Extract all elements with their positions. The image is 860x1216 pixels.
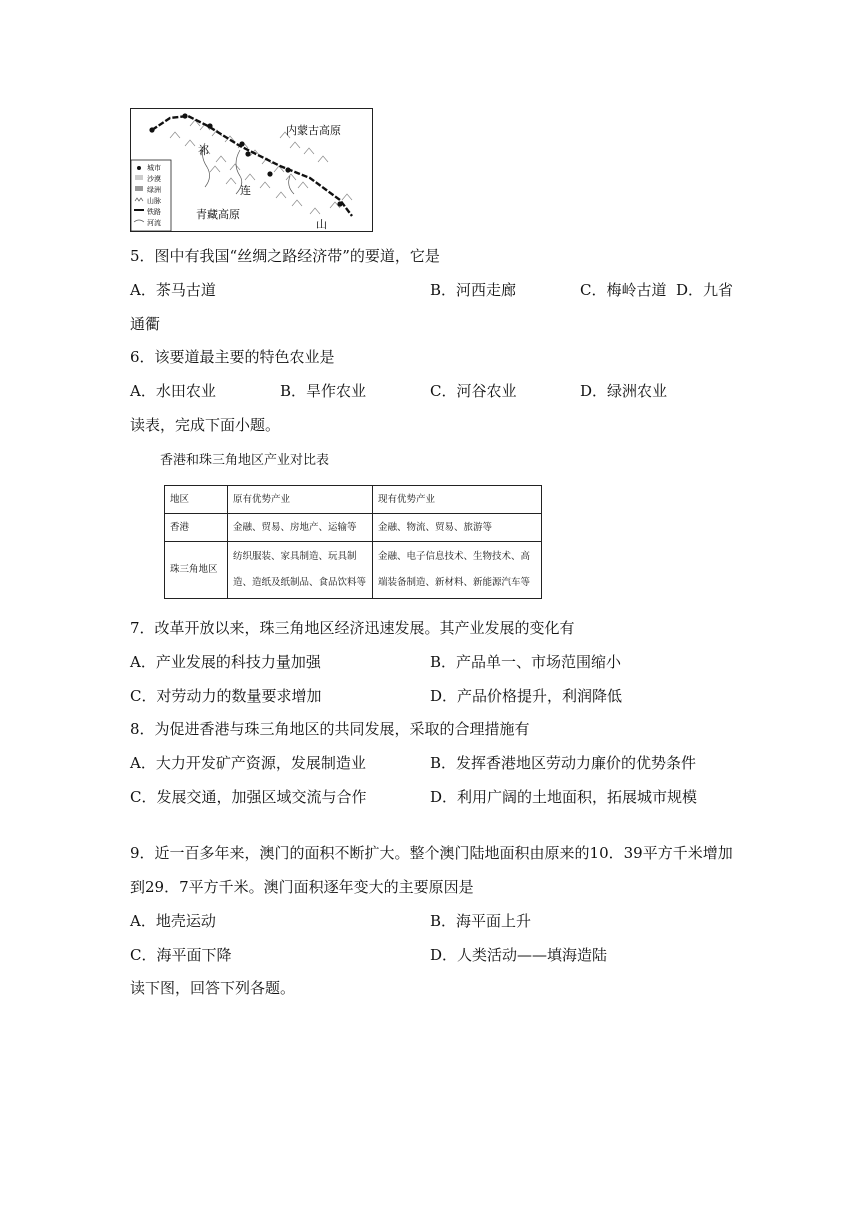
legend-oasis: 绿洲 <box>147 186 161 194</box>
label-qinghai-tibet-plateau: 青藏高原 <box>196 208 240 221</box>
q6-option-d[interactable]: D．绿洲农业 <box>580 382 668 400</box>
question-8-stem: 8．为促进香港与珠三角地区的共同发展，采取的合理措施有 <box>130 720 530 738</box>
question-9-stem-line-2: 到29．7平方千米。澳门面积逐年变大的主要原因是 <box>130 878 474 896</box>
label-shan: 山 <box>316 218 327 231</box>
table-row <box>165 542 542 599</box>
question-5-stem: 5．图中有我国“丝绸之路经济带”的要道，它是 <box>130 247 440 265</box>
q8-option-c[interactable]: C．发展交通，加强区域交流与合作 <box>130 788 367 806</box>
label-inner-mongolia-plateau: 内蒙古高原 <box>286 124 341 137</box>
header-region: 地区 <box>165 486 228 514</box>
table-caption: 香港和珠三角地区产业对比表 <box>160 453 330 468</box>
cell-region: 珠三角地区 <box>165 542 228 599</box>
header-current-industries: 现有优势产业 <box>373 486 542 514</box>
question-9-stem: 9．近一百多年来，澳门的面积不断扩大。整个澳门陆地面积由原来的10．39平方千米增加 <box>130 844 733 862</box>
q5-option-d[interactable]: D．九省 <box>676 281 734 299</box>
legend-mountain: 山脉 <box>147 197 161 205</box>
q9-option-d[interactable]: D．人类活动——填海造陆 <box>430 946 608 964</box>
q9-option-b[interactable]: B．海平面上升 <box>430 912 532 930</box>
cell-region: 香港 <box>165 514 228 542</box>
q9-option-c[interactable]: C．海平面下降 <box>130 946 232 964</box>
cell-original: 金融、贸易、房地产、运输等 <box>228 514 373 542</box>
table-row <box>165 514 542 542</box>
q9-option-a[interactable]: A．地壳运动 <box>130 912 216 930</box>
hexi-corridor-map <box>130 108 373 232</box>
q5-option-c[interactable]: C．梅岭古道 <box>580 281 667 299</box>
cell-current: 金融、电子信息技术、生物技术、高端装备制造、新材料、新能源汽车等 <box>373 542 542 599</box>
label-lian: 连 <box>240 184 251 197</box>
legend-city: 城市 <box>147 164 161 172</box>
q6-option-b[interactable]: B．旱作农业 <box>280 382 367 400</box>
q5-option-d-continued: 通衢 <box>130 315 161 333</box>
q5-option-a[interactable]: A．茶马古道 <box>130 281 216 299</box>
q6-option-c[interactable]: C．河谷农业 <box>430 382 517 400</box>
map-legend <box>131 160 171 231</box>
q5-option-b[interactable]: B．河西走廊 <box>430 281 517 299</box>
label-qi: 祁 <box>198 144 209 157</box>
cell-original: 纺织服装、家具制造、玩具制造、造纸及纸制品、食品饮料等 <box>228 542 373 599</box>
q7-option-a[interactable]: A．产业发展的科技力量加强 <box>130 653 321 671</box>
industry-comparison-table <box>164 485 542 599</box>
q7-option-b[interactable]: B．产品单一、市场范围缩小 <box>430 653 622 671</box>
question-6-stem: 6．该要道最主要的特色农业是 <box>130 348 335 366</box>
legend-river: 河流 <box>147 219 161 227</box>
cell-current: 金融、物流、贸易、旅游等 <box>373 514 542 542</box>
q8-option-d[interactable]: D．利用广阔的土地面积，拓展城市规模 <box>430 788 698 806</box>
legend-railway: 铁路 <box>147 208 161 216</box>
q8-option-a[interactable]: A．大力开发矿产资源，发展制造业 <box>130 754 366 772</box>
question-7-stem: 7．改革开放以来，珠三角地区经济迅速发展。其产业发展的变化有 <box>130 619 575 637</box>
table-header-row <box>165 486 542 514</box>
q7-option-d[interactable]: D．产品价格提升，利润降低 <box>430 687 623 705</box>
table-instruction: 读表，完成下面小题。 <box>130 416 281 434</box>
figure-instruction: 读下图，回答下列各题。 <box>130 979 296 997</box>
header-original-industries: 原有优势产业 <box>228 486 373 514</box>
q7-option-c[interactable]: C．对劳动力的数量要求增加 <box>130 687 322 705</box>
q8-option-b[interactable]: B．发挥香港地区劳动力廉价的优势条件 <box>430 754 697 772</box>
q6-option-a[interactable]: A．水田农业 <box>130 382 216 400</box>
legend-desert: 沙漠 <box>147 175 161 183</box>
